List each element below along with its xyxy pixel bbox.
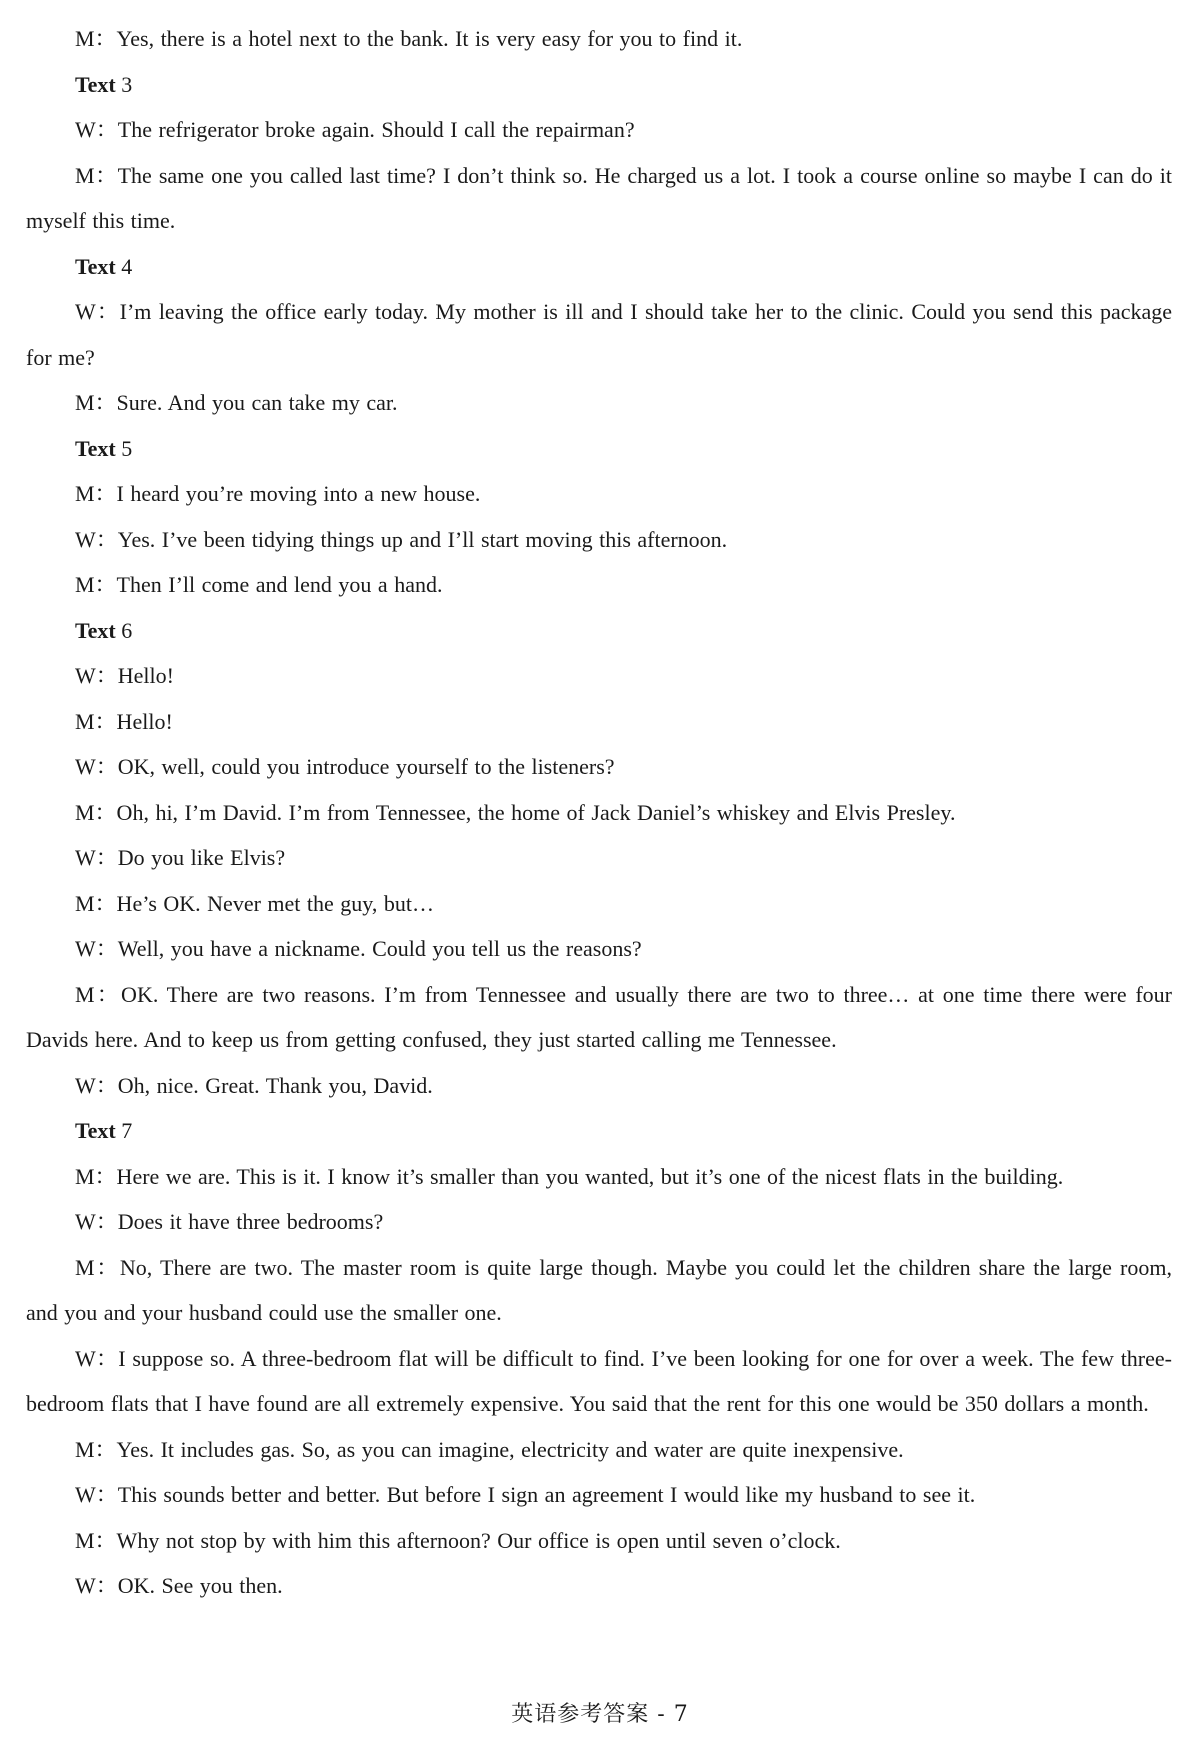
dialogue-line: W：OK, well, could you introduce yourself to the listeners? — [75, 754, 615, 779]
dialogue-line: W：Well, you have a nickname. Could you tell us the reasons? — [75, 936, 642, 961]
dialogue-line: M：Yes, there is a hotel next to the bank. It is very easy for you to find it. — [75, 26, 743, 51]
section-heading-number: 5 — [121, 435, 133, 461]
section-heading — [26, 608, 1172, 654]
dialogue-line: M：The same one you called last time? I don’t think so. He charged us a lot. I took a course online so maybe I can do it myself this time. — [26, 162, 1172, 233]
section-heading-label: Text — [75, 71, 116, 97]
dialogue-line: M：Why not stop by with him this afternoon? Our office is open until seven o’clock. — [75, 1527, 841, 1553]
dialogue-line: W：Hello! — [75, 663, 174, 688]
dialogue-line: M：Oh, hi, I’m David. I’m from Tennessee, the home of Jack Daniel’s whiskey and Elvis Presley. — [75, 799, 956, 825]
dialogue-line: M：No, There are two. The master room is quite large though. Maybe you could let the children share the large room, and you and your husband could use the smaller one. — [26, 1254, 1172, 1325]
page-footer: 英语参考答案 - 7 — [511, 1702, 689, 1727]
section-heading-number: 4 — [121, 253, 133, 279]
section-heading — [26, 1108, 1172, 1154]
section-heading — [26, 62, 1172, 108]
dialogue-line: M：OK. There are two reasons. I’m from Tennessee and usually there are two to three… at one time there were four Davids here. And to keep us from getting confused, they just started calling me Tennessee. — [26, 981, 1172, 1052]
section-heading-number: 3 — [121, 71, 133, 97]
section-heading-label: Text — [75, 253, 116, 279]
section-heading-label: Text — [75, 435, 116, 461]
section-heading-number: 7 — [121, 1118, 133, 1143]
section-heading — [26, 244, 1172, 290]
dialogue-line: M：He’s OK. Never met the guy, but… — [75, 890, 434, 916]
dialogue-line: W：OK. See you then. — [75, 1573, 283, 1598]
dialogue-line: M：Here we are. This is it. I know it’s smaller than you wanted, but it’s one of the nicest flats in the building. — [75, 1163, 1064, 1189]
section-heading-label: Text — [75, 617, 116, 643]
dialogue-line: W：Do you like Elvis? — [75, 845, 286, 870]
dialogue-line: W：Oh, nice. Great. Thank you, David. — [75, 1072, 433, 1098]
section-heading — [26, 426, 1172, 472]
dialogue-line: W：I suppose so. A three-bedroom flat will be difficult to find. I’ve been looking for one for over a week. The few three-bedroom flats that I have found are all extremely expensive. You said that the rent for this one would be 350 dollars a month. — [26, 1345, 1172, 1416]
dialogue-line: W：This sounds better and better. But before I sign an agreement I would like my husband to see it. — [75, 1482, 976, 1507]
section-heading-number: 6 — [121, 617, 133, 643]
dialogue-line: W：Yes. I’ve been tidying things up and I’ll start moving this afternoon. — [75, 526, 728, 552]
section-heading-label: Text — [75, 1118, 116, 1143]
dialogue-line: M：Yes. It includes gas. So, as you can imagine, electricity and water are quite inexpensive. — [75, 1436, 904, 1462]
dialogue-line: M：Then I’ll come and lend you a hand. — [75, 572, 443, 597]
dialogue-line: W：Does it have three bedrooms? — [75, 1209, 384, 1234]
dialogue-line: W：The refrigerator broke again. Should I call the repairman? — [75, 117, 635, 142]
dialogue-line: M：I heard you’re moving into a new house. — [75, 481, 481, 506]
dialogue-line: M：Hello! — [75, 708, 173, 734]
dialogue-line: W：I’m leaving the office early today. My mother is ill and I should take her to the clinic. Could you send this package for me? — [26, 299, 1172, 370]
transcript-body — [26, 16, 1172, 1609]
dialogue-line: M：Sure. And you can take my car. — [75, 390, 398, 415]
